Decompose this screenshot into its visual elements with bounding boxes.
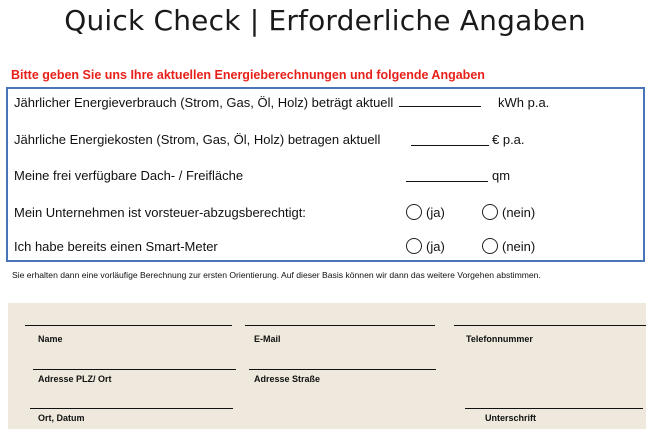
tax-row bbox=[14, 205, 306, 220]
area-field[interactable] bbox=[406, 170, 488, 182]
page-title: Quick Check | Erforderliche Angaben bbox=[64, 4, 586, 37]
info-note: Sie erhalten dann eine vorläufige Berechnung zur ersten Orientierung. Auf dieser Basis können wir dann das weitere Vorgehen abstimmen. bbox=[12, 270, 541, 280]
meter-no-option[interactable] bbox=[482, 238, 535, 254]
address-city-label: Adresse PLZ/ Ort bbox=[38, 374, 112, 384]
name-line[interactable] bbox=[25, 325, 232, 326]
area-unit: qm bbox=[492, 168, 511, 183]
meter-no-radio[interactable] bbox=[482, 238, 498, 254]
meter-yes-radio[interactable] bbox=[406, 238, 422, 254]
meter-yes-label: (ja) bbox=[426, 238, 445, 254]
tax-no-radio[interactable] bbox=[482, 204, 498, 220]
tax-no-label: (nein) bbox=[502, 204, 536, 220]
contact-form bbox=[8, 303, 646, 429]
signature-label: Unterschrift bbox=[485, 413, 537, 423]
address-street-line[interactable] bbox=[249, 369, 436, 370]
consumption-unit: kWh p.a. bbox=[498, 95, 550, 110]
costs-row bbox=[14, 132, 380, 147]
email-line[interactable] bbox=[245, 325, 435, 326]
address-street-label: Adresse Straße bbox=[254, 374, 321, 384]
area-label: Meine frei verfügbare Dach- / Freifläche bbox=[14, 168, 244, 183]
signature-line[interactable] bbox=[465, 408, 643, 409]
meter-no-label: (nein) bbox=[502, 238, 536, 254]
place-date-line[interactable] bbox=[30, 408, 233, 409]
phone-line[interactable] bbox=[454, 325, 646, 326]
tax-label: Mein Unternehmen ist vorsteuer-abzugsberechtigt: bbox=[14, 205, 306, 220]
place-date-label: Ort, Datum bbox=[38, 413, 85, 423]
tax-yes-option[interactable] bbox=[406, 204, 445, 220]
meter-row bbox=[14, 239, 218, 254]
costs-field[interactable] bbox=[411, 134, 489, 146]
input-box bbox=[6, 87, 645, 262]
email-label: E-Mail bbox=[254, 334, 281, 344]
tax-yes-label: (ja) bbox=[426, 204, 445, 220]
tax-no-option[interactable] bbox=[482, 204, 535, 220]
meter-label: Ich habe bereits einen Smart-Meter bbox=[14, 239, 218, 254]
consumption-label: Jährlicher Energieverbrauch (Strom, Gas, Öl, Holz) beträgt aktuell bbox=[14, 95, 394, 110]
name-label: Name bbox=[38, 334, 63, 344]
tax-yes-radio[interactable] bbox=[406, 204, 422, 220]
meter-yes-option[interactable] bbox=[406, 238, 445, 254]
area-row bbox=[14, 168, 243, 183]
consumption-field[interactable] bbox=[399, 95, 481, 107]
costs-unit: € p.a. bbox=[492, 132, 525, 147]
consumption-row bbox=[14, 95, 481, 110]
costs-label: Jährliche Energiekosten (Strom, Gas, Öl, Holz) betragen aktuell bbox=[14, 132, 381, 147]
phone-label: Telefonnummer bbox=[466, 334, 533, 344]
intro-text: Bitte geben Sie uns Ihre aktuellen Energieberechnungen und folgende Angaben bbox=[11, 68, 485, 82]
address-city-line[interactable] bbox=[33, 369, 236, 370]
